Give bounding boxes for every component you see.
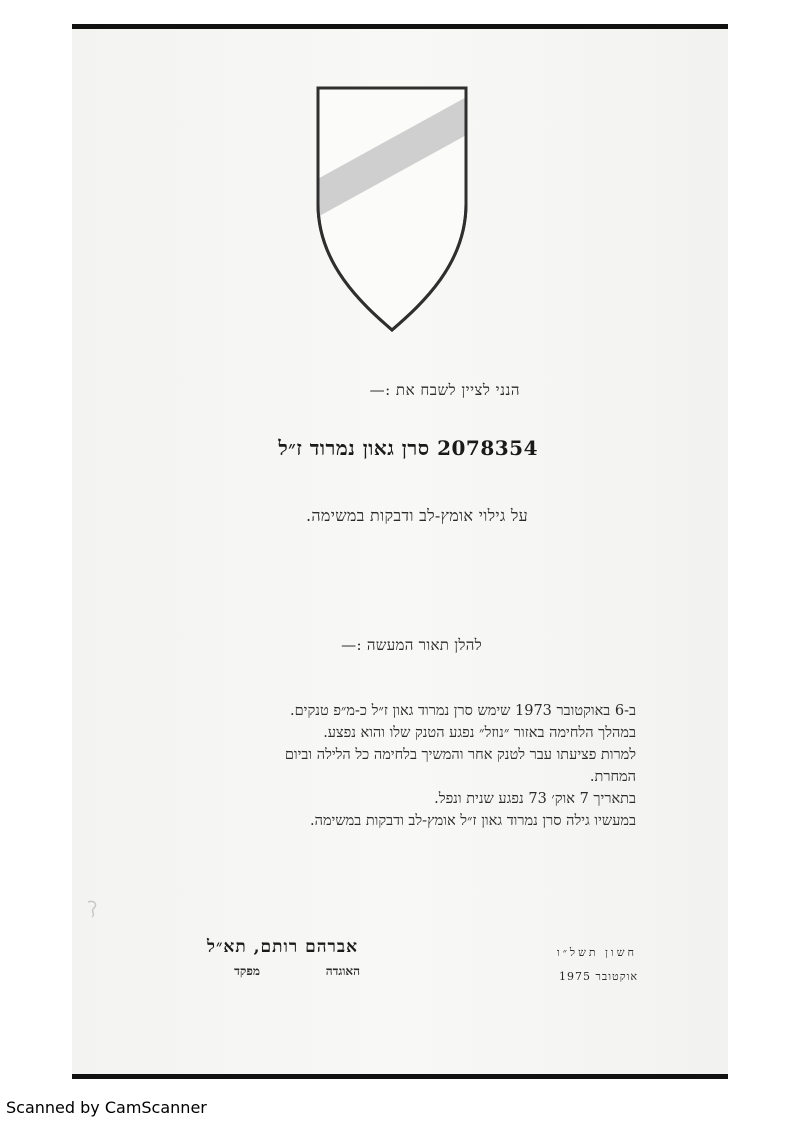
story-line: במעשיו גילה סרן נמרוד גאון ז״ל אומץ-לב ודבקות במשימה. — [310, 813, 636, 829]
margin-smudge-icon — [84, 898, 102, 920]
scanner-watermark: Scanned by CamScanner — [6, 1098, 207, 1117]
story-line: בתאריך 7 אוק׳ 73 נפגע שנית ונפל. — [434, 791, 636, 807]
story-line: במהלך הלחימה באזור ״נוזל״ נפגע הטנק שלו והוא נפצע. — [323, 725, 636, 741]
honoree-line: 2078354 סרן גאון נמרוד ז״ל — [278, 436, 538, 460]
story-line: למרות פציעתו עבר לטנק אחר והמשיך בלחימה כל הלילה וביום — [284, 747, 636, 763]
signer-name: אברהם רותם, תא״ל — [207, 937, 358, 957]
story-line: המחרת. — [589, 769, 636, 785]
scan-border-bottom — [72, 1074, 728, 1079]
story-line: ב-6 באוקטובר 1973 שימש סרן נמרוד גאון ז״ל כ-מ״פ טנקים. — [290, 703, 636, 719]
story-body — [166, 700, 636, 832]
date-gregorian: אוקטובר 1975 — [559, 970, 638, 983]
intro-line: הנני לציין לשבח את :— — [369, 381, 520, 399]
signer-org: האוגדה — [325, 964, 360, 978]
reason-line: על גילוי אומץ-לב ודבקות במשימה. — [306, 506, 528, 525]
shield-emblem-icon — [312, 84, 472, 334]
date-hebrew: חשון תשל״ו — [556, 946, 637, 959]
story-title: להלן תאור המעשה :— — [341, 636, 482, 654]
signer-role: מפקד — [234, 964, 260, 978]
